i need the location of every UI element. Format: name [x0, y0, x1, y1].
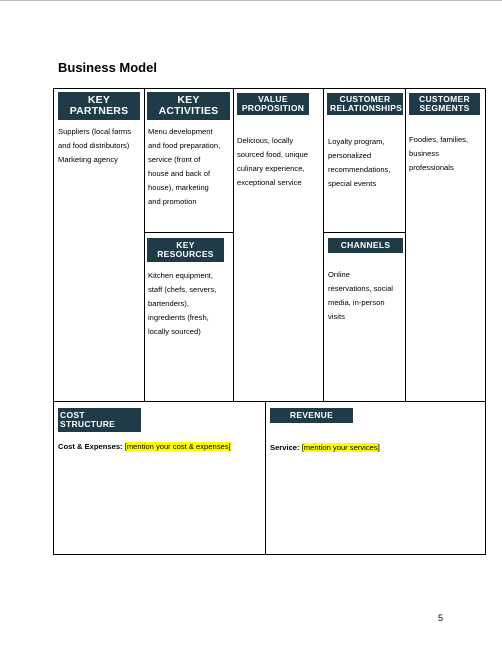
text-line: special events [328, 179, 377, 188]
text-line: sourced food, unique [237, 150, 308, 159]
key-partners-text [58, 125, 142, 167]
text-line: and food distributors) [58, 141, 130, 150]
key-activities-text [148, 125, 231, 209]
text-line: and promotion [148, 197, 197, 206]
text-line: Delicious, locally [237, 136, 294, 145]
header-line: SEGMENTS [419, 102, 470, 113]
channels-text [328, 268, 402, 324]
text-line: Suppliers (local farms [58, 127, 132, 136]
text-line: ingredients (fresh, [148, 313, 209, 322]
key-partners-header: KEY PARTNERS [58, 92, 140, 120]
cost-expenses-placeholder: [mention your cost & expenses] [124, 442, 231, 451]
cost-structure-header: COST STRUCTURE [58, 408, 141, 432]
service-placeholder: [mention your services] [301, 443, 380, 452]
page-number: 5 [438, 613, 444, 623]
header-line: RELATIONSHIPS [330, 102, 403, 113]
text-line: personalized [328, 151, 372, 160]
divider-relationships-channels [323, 232, 405, 233]
text-line: exceptional service [237, 178, 302, 187]
page-title: Business Model [58, 60, 157, 75]
text-line: Loyalty program, [328, 137, 385, 146]
text-line: Menu development [148, 127, 213, 136]
text-line: bartenders), [148, 299, 189, 308]
channels-header: CHANNELS [328, 238, 403, 253]
text-line: Online [328, 270, 350, 279]
text-line: and food preparation, [148, 141, 221, 150]
key-resources-text [148, 269, 231, 339]
customer-relationships-header [327, 93, 403, 115]
page-top-border [0, 0, 502, 1]
divider-cost-revenue [265, 401, 266, 555]
cost-expenses-label: Cost & Expenses: [58, 442, 123, 451]
customer-segments-text [409, 133, 483, 175]
header-line: CUSTOMER [419, 94, 470, 104]
text-line: Foodies, families, [409, 135, 469, 144]
text-line: house and back of [148, 169, 211, 178]
text-line: staff (chefs, servers, [148, 285, 217, 294]
text-line: locally sourced) [148, 327, 201, 336]
customer-relationships-text [328, 135, 402, 191]
divider-value-relationships [323, 88, 324, 402]
text-line: media, in-person [328, 298, 385, 307]
divider-activities-resources [144, 232, 233, 233]
text-line: visits [328, 312, 345, 321]
value-proposition-header [237, 93, 309, 115]
header-line: PROPOSITION [241, 102, 305, 113]
value-proposition-text [237, 134, 321, 190]
text-line: house), marketing [148, 183, 209, 192]
text-line: Kitchen equipment, [148, 271, 214, 280]
revenue-line [270, 443, 380, 452]
revenue-header: REVENUE [270, 408, 353, 423]
text-line: reservations, social [328, 284, 393, 293]
cost-expenses-line [58, 442, 231, 451]
text-line: professionals [409, 163, 454, 172]
text-line: culinary experience, [237, 164, 305, 173]
key-resources-header: KEY RESOURCES [147, 238, 224, 262]
divider-relationships-segments [405, 88, 406, 402]
text-line: Marketing agency [58, 155, 118, 164]
text-line: recommendations, [328, 165, 391, 174]
customer-segments-header [409, 93, 480, 115]
divider-partners-activities [144, 88, 145, 402]
divider-activities-value [233, 88, 234, 402]
header-line: CUSTOMER [339, 94, 391, 104]
text-line: service (front of [148, 155, 201, 164]
header-line: VALUE [258, 94, 288, 104]
key-activities-header: KEY ACTIVITIES [147, 92, 230, 120]
service-label: Service: [270, 443, 300, 452]
text-line: business [409, 149, 439, 158]
